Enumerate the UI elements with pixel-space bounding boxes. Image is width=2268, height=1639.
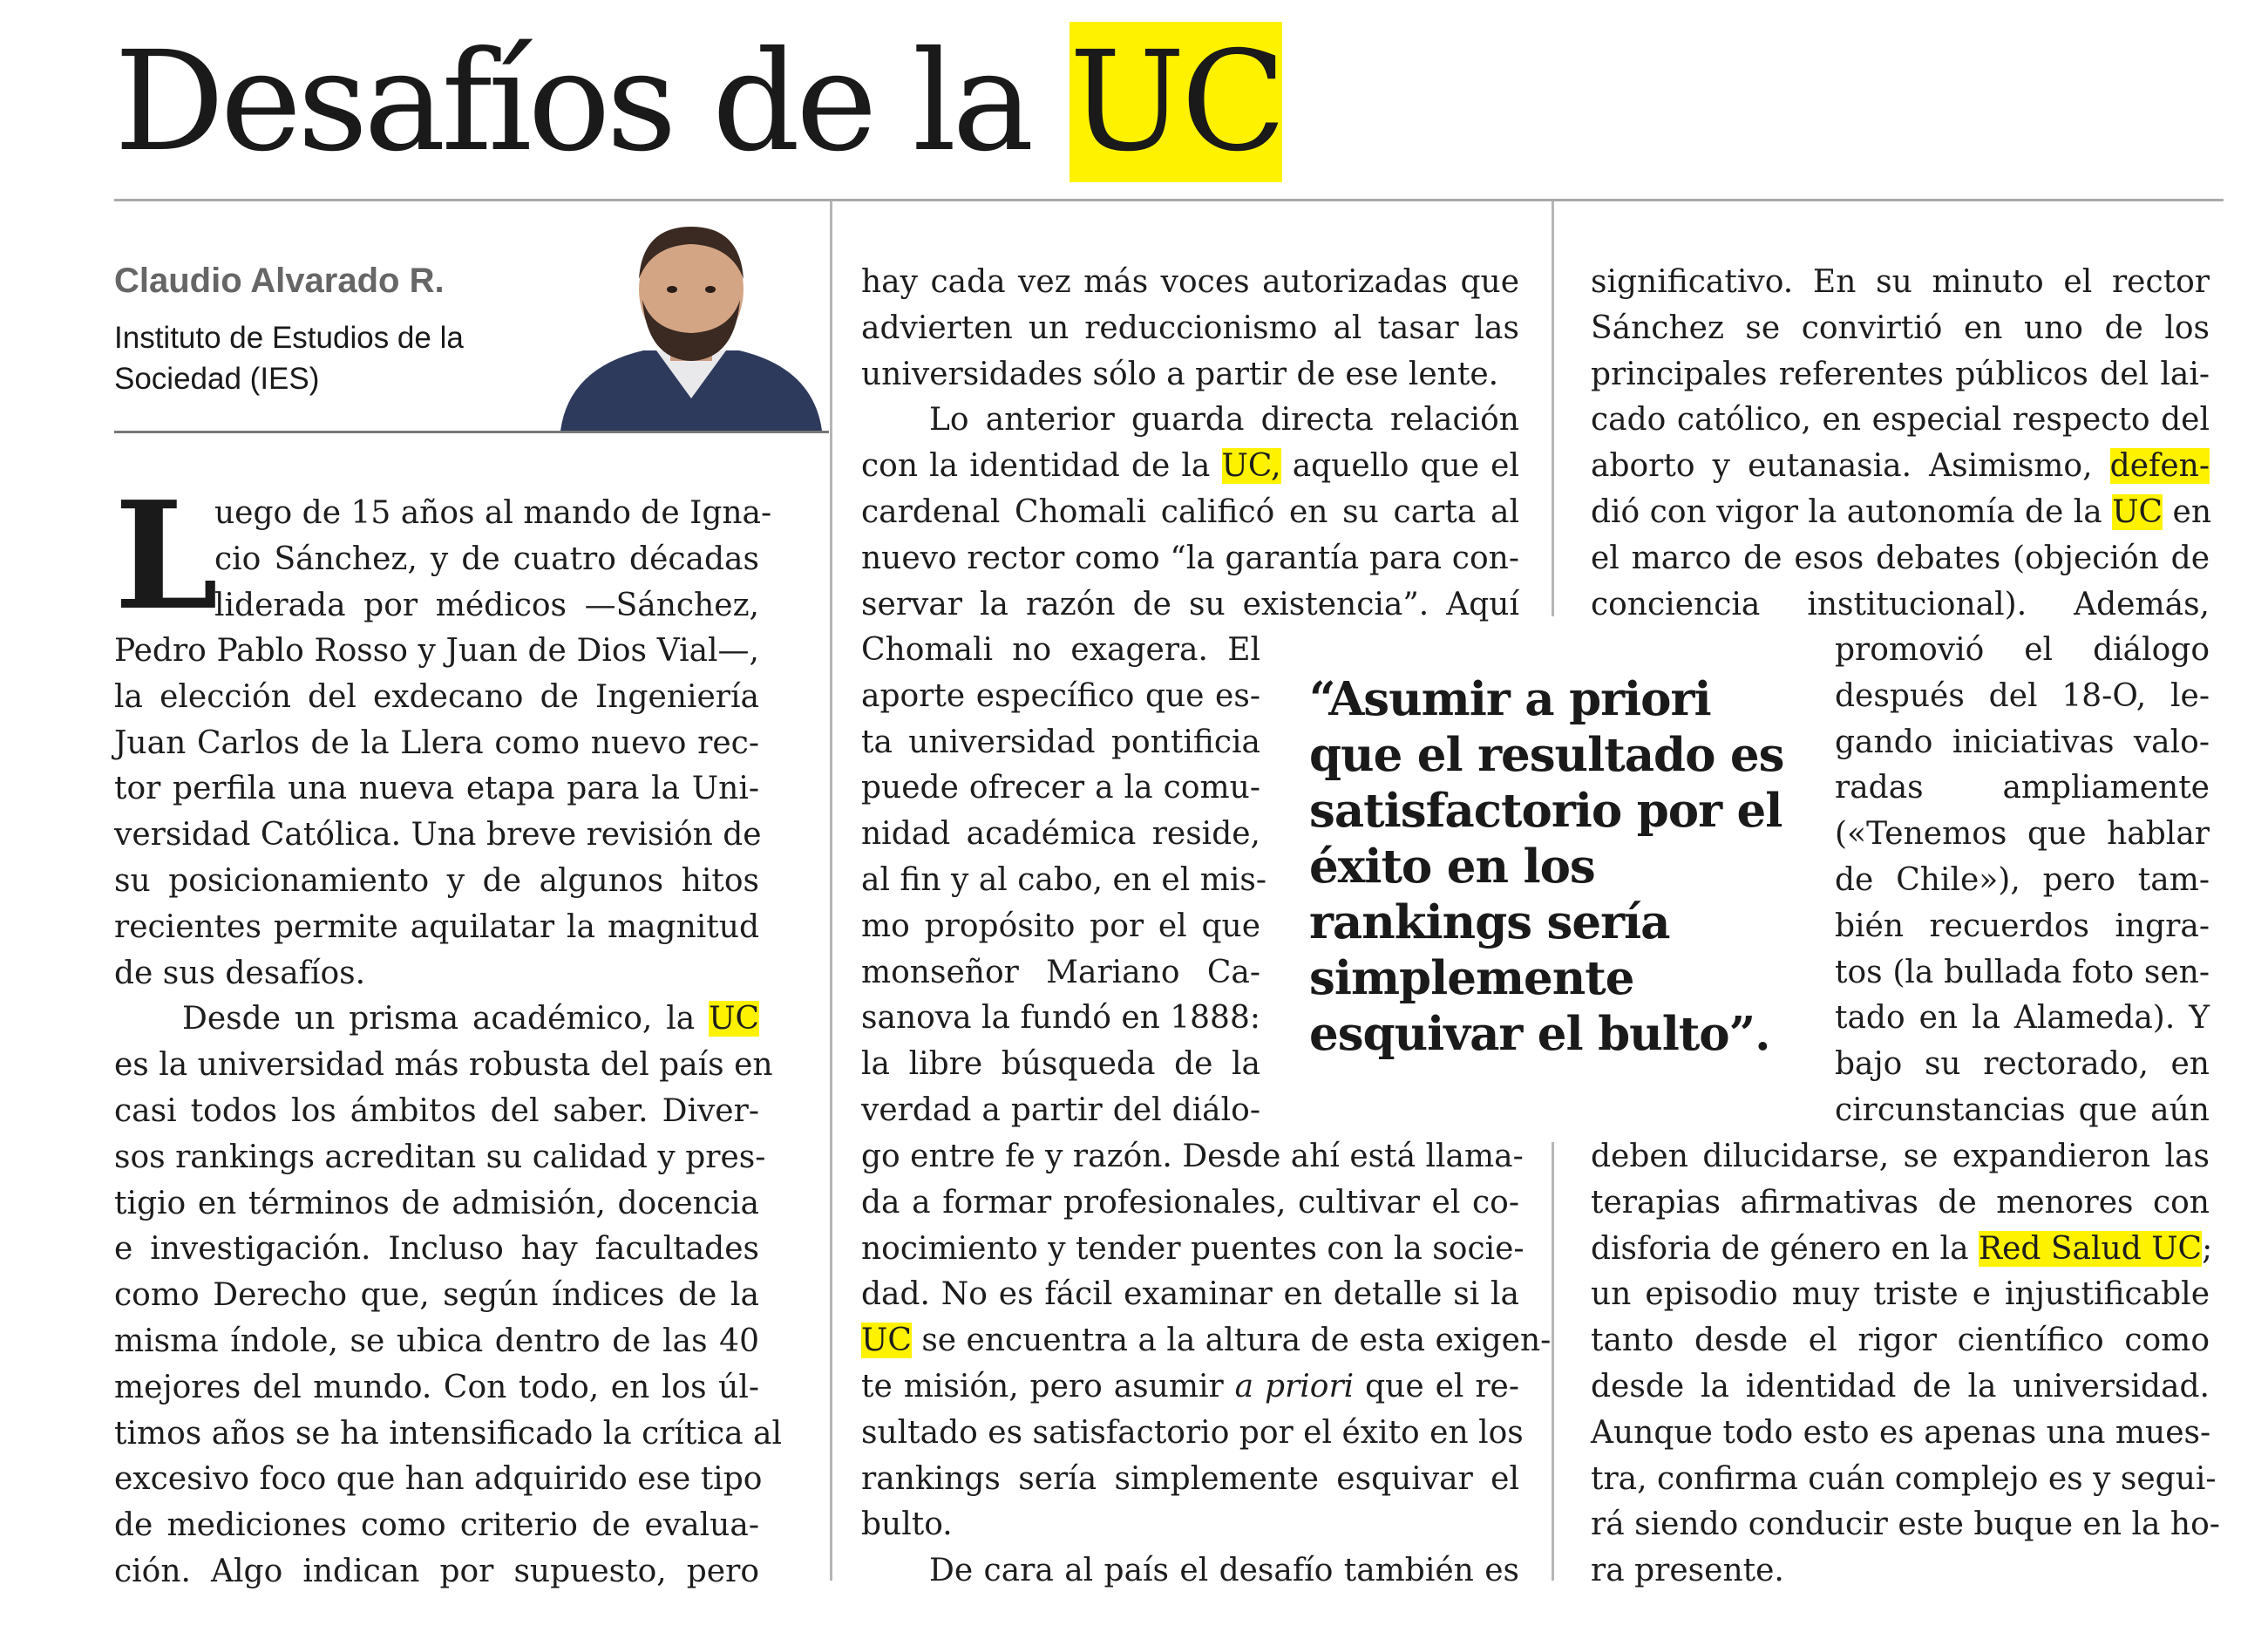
text-line: como Derecho que, según índices de la (114, 1277, 759, 1314)
text-line: advierten un reduccionismo al tasar las (861, 309, 1519, 346)
column-divider-2a (1552, 201, 1554, 616)
column-3-top (1591, 260, 2210, 628)
column-3-narrow (1835, 628, 2210, 1134)
text-line: universidades sólo a partir de ese lente. (861, 356, 1499, 392)
text-line: tra, confirma cuán complejo es y segui- (1591, 1460, 2217, 1497)
text-line: verdad a partir del diálo- (861, 1092, 1260, 1128)
text-line: Lo anterior guarda directa relación (929, 402, 1519, 439)
text-line: de sus desafíos. (114, 955, 366, 991)
text-line: excesivo foco que han adquirido ese tipo (114, 1461, 763, 1498)
text-line: e investigación. Incluso hay facultades (114, 1231, 759, 1268)
text-line: radas ampliamente (1835, 770, 2210, 806)
photo-eye-left (667, 286, 677, 293)
highlight-uc: UC (861, 1323, 912, 1359)
text-line: tanto desde el rigor científico como (1591, 1323, 2210, 1359)
text-line: versidad Católica. Una breve revisión de (114, 817, 762, 854)
text-line: liderada por médicos —Sánchez, (214, 587, 759, 623)
text-line: sultado es satisfactorio por el éxito en los (861, 1414, 1524, 1451)
text-line: servar la razón de su existencia”. Aquí (861, 586, 1519, 622)
headline (114, 22, 1282, 182)
text-line: sos rankings acreditan su calidad y pres- (114, 1139, 766, 1175)
text-line: principales referentes públicos del lai- (1591, 356, 2210, 392)
text-line: conciencia institucional). Además, (1591, 586, 2210, 622)
highlight-red-salud-uc: Red Salud UC (1978, 1230, 2203, 1267)
text-span: que el re- (1354, 1368, 1519, 1404)
author-name: Claudio Alvarado R. (114, 262, 445, 300)
text-line: dad. No es fácil examinar en detalle si la (861, 1276, 1519, 1313)
text-line (1591, 444, 2210, 490)
column-2-top (861, 260, 1519, 628)
highlight-uc: UC (709, 1001, 759, 1037)
text-line: cado católico, en especial respecto del (1591, 402, 2210, 439)
text-line (861, 1318, 1552, 1364)
text-line: su posicionamiento y de algunos hitos (114, 862, 759, 899)
text-line: Chomali no exagera. El (861, 632, 1260, 668)
author-affiliation-line: Instituto de Estudios de la (114, 321, 464, 355)
text-span: ; (2202, 1230, 2213, 1267)
text-line: Pedro Pablo Rosso y Juan de Dios Vial—, (114, 633, 759, 669)
text-line: un episodio muy triste e injustificable (1591, 1276, 2210, 1313)
text-line: es la universidad más robusta del país en (114, 1047, 773, 1084)
text-line: aporte específico que es- (861, 677, 1260, 714)
text-line: monseñor Mariano Ca- (861, 954, 1260, 990)
text-span: se encuentra a la altura de esta exigen- (911, 1323, 1552, 1359)
text-span: te misión, pero asumir (861, 1368, 1235, 1404)
text-line: bajo su rectorado, en (1835, 1046, 2210, 1083)
text-span: con la identidad de la (861, 448, 1222, 485)
text-line: misma índole, se ubica dentro de las 40 (114, 1323, 759, 1359)
highlight-uc: UC (2112, 493, 2163, 530)
text-line: significativo. En su minuto el rector (1591, 264, 2210, 300)
text-line: nidad académica reside, (861, 816, 1260, 853)
text-line: bulto. (861, 1506, 953, 1543)
author-photo (552, 220, 829, 431)
column-1-body (114, 629, 783, 1595)
column-divider-1 (830, 201, 832, 1581)
highlight-uc: UC, (1221, 448, 1281, 485)
text-line: ra presente. (1591, 1553, 1784, 1589)
text-line: tos (la bullada foto sen- (1835, 954, 2210, 990)
text-line: timos años se ha intensificado la crítica al (114, 1415, 783, 1452)
text-line: mo propósito por el que (861, 908, 1260, 944)
text-line: bién recuerdos ingra- (1835, 908, 2210, 944)
headline-rule (114, 199, 2224, 201)
text-line: desde la identidad de la universidad. (1591, 1368, 2210, 1404)
text-span: Desde un prisma académico, la (182, 1001, 710, 1037)
text-line: nuevo rector como “la garantía para con- (861, 540, 1519, 576)
text-line: rankings sería simplemente esquivar el (861, 1460, 1519, 1497)
photo-eye-right (705, 286, 716, 293)
text-line: promovió el diálogo (1835, 632, 2210, 668)
text-line: sanova la fundó en 1888: (861, 1000, 1260, 1037)
text-line: terapias afirmativas de menores con (1591, 1184, 2210, 1221)
text-line: nocimiento y tender puentes con la socie- (861, 1230, 1524, 1267)
pull-quote: “Asumir a priori que el resultado es satisfactorio por el éxito en los rankings sería simplemente esquivar el bulto”. (1309, 672, 1784, 1061)
text-span: dió con vigor la autonomía de la (1591, 493, 2113, 530)
text-line (861, 444, 1519, 490)
text-line: gando iniciativas valo- (1835, 724, 2210, 760)
text-line: al fin y al cabo, en el mis- (861, 861, 1266, 898)
text-line: tor perfila una nueva etapa para la Uni- (114, 771, 759, 807)
author-byline (114, 209, 829, 431)
column-3-bottom (1591, 1134, 2220, 1595)
text-line: de mediciones como criterio de evalua- (114, 1507, 759, 1544)
column-2-narrow (861, 628, 1266, 1134)
author-affiliation (114, 317, 550, 399)
text-line: de Chile»), pero tam- (1835, 861, 2210, 898)
text-line: uego de 15 años al mando de Igna- (214, 495, 772, 531)
text-span: en (2163, 493, 2212, 530)
highlight-defen: defen- (2109, 448, 2210, 485)
text-line: da a formar profesionales, cultivar el co- (861, 1184, 1519, 1221)
text-line: rá siendo conducir este buque en la ho- (1591, 1506, 2220, 1543)
text-line: la libre búsqueda de la (861, 1046, 1260, 1083)
text-span: aquello que el (1280, 448, 1519, 485)
text-line: Sánchez se convirtió en uno de los (1591, 309, 2210, 346)
text-line (114, 996, 759, 1043)
text-line: tigio en términos de admisión, docencia (114, 1185, 759, 1221)
headline-text: Desafíos de la (114, 22, 1069, 182)
text-span: disforia de género en la (1591, 1230, 1979, 1267)
text-line: De cara al país el desafío también es (929, 1553, 1519, 1589)
text-line (1591, 490, 2210, 536)
author-affiliation-line: Sociedad (IES) (114, 362, 320, 396)
drop-cap: L (114, 469, 219, 643)
text-line: ción. Algo indican por supuesto, pero (114, 1553, 759, 1589)
text-line: recientes permite aquilatar la magnitud (114, 908, 759, 945)
text-line: cio Sánchez, y de cuatro décadas (214, 541, 759, 577)
text-line: deben dilucidarse, se expandieron las (1591, 1139, 2210, 1174)
text-span: aborto y eutanasia. Asimismo, (1591, 448, 2110, 485)
text-line: Aunque todo esto es apenas una mues- (1591, 1414, 2211, 1451)
text-line (1591, 1227, 2213, 1273)
italic-a-priori: a priori (1234, 1368, 1355, 1404)
text-line: puede ofrecer a la comu- (861, 770, 1260, 806)
text-line: hay cada vez más voces autorizadas que (861, 264, 1519, 300)
text-line: tado en la Alameda). Y (1835, 1000, 2210, 1037)
author-rule (114, 431, 829, 433)
column-1-lead (214, 491, 772, 629)
text-line: circunstancias que aún (1835, 1092, 2210, 1128)
text-line: («Tenemos que hablar (1835, 816, 2210, 853)
text-line: casi todos los ámbitos del saber. Diver- (114, 1092, 759, 1129)
text-line: la elección del exdecano de Ingeniería (114, 678, 759, 715)
text-line: el marco de esos debates (objeción de (1591, 540, 2210, 576)
text-line: mejores del mundo. Con todo, en los úl- (114, 1369, 759, 1405)
text-line: después del 18-O, le- (1835, 677, 2210, 714)
text-line: ta universidad pontificia (861, 724, 1260, 760)
text-line: go entre fe y razón. Desde ahí está llama- (861, 1139, 1524, 1174)
column-2-bottom (861, 1134, 1552, 1595)
text-line: Juan Carlos de la Llera como nuevo rec- (114, 724, 759, 761)
headline-highlight-uc: UC (1069, 22, 1282, 182)
text-line: cardenal Chomali calificó en su carta al (861, 493, 1519, 530)
text-line (861, 1364, 1519, 1411)
column-divider-2b (1552, 1142, 1554, 1581)
